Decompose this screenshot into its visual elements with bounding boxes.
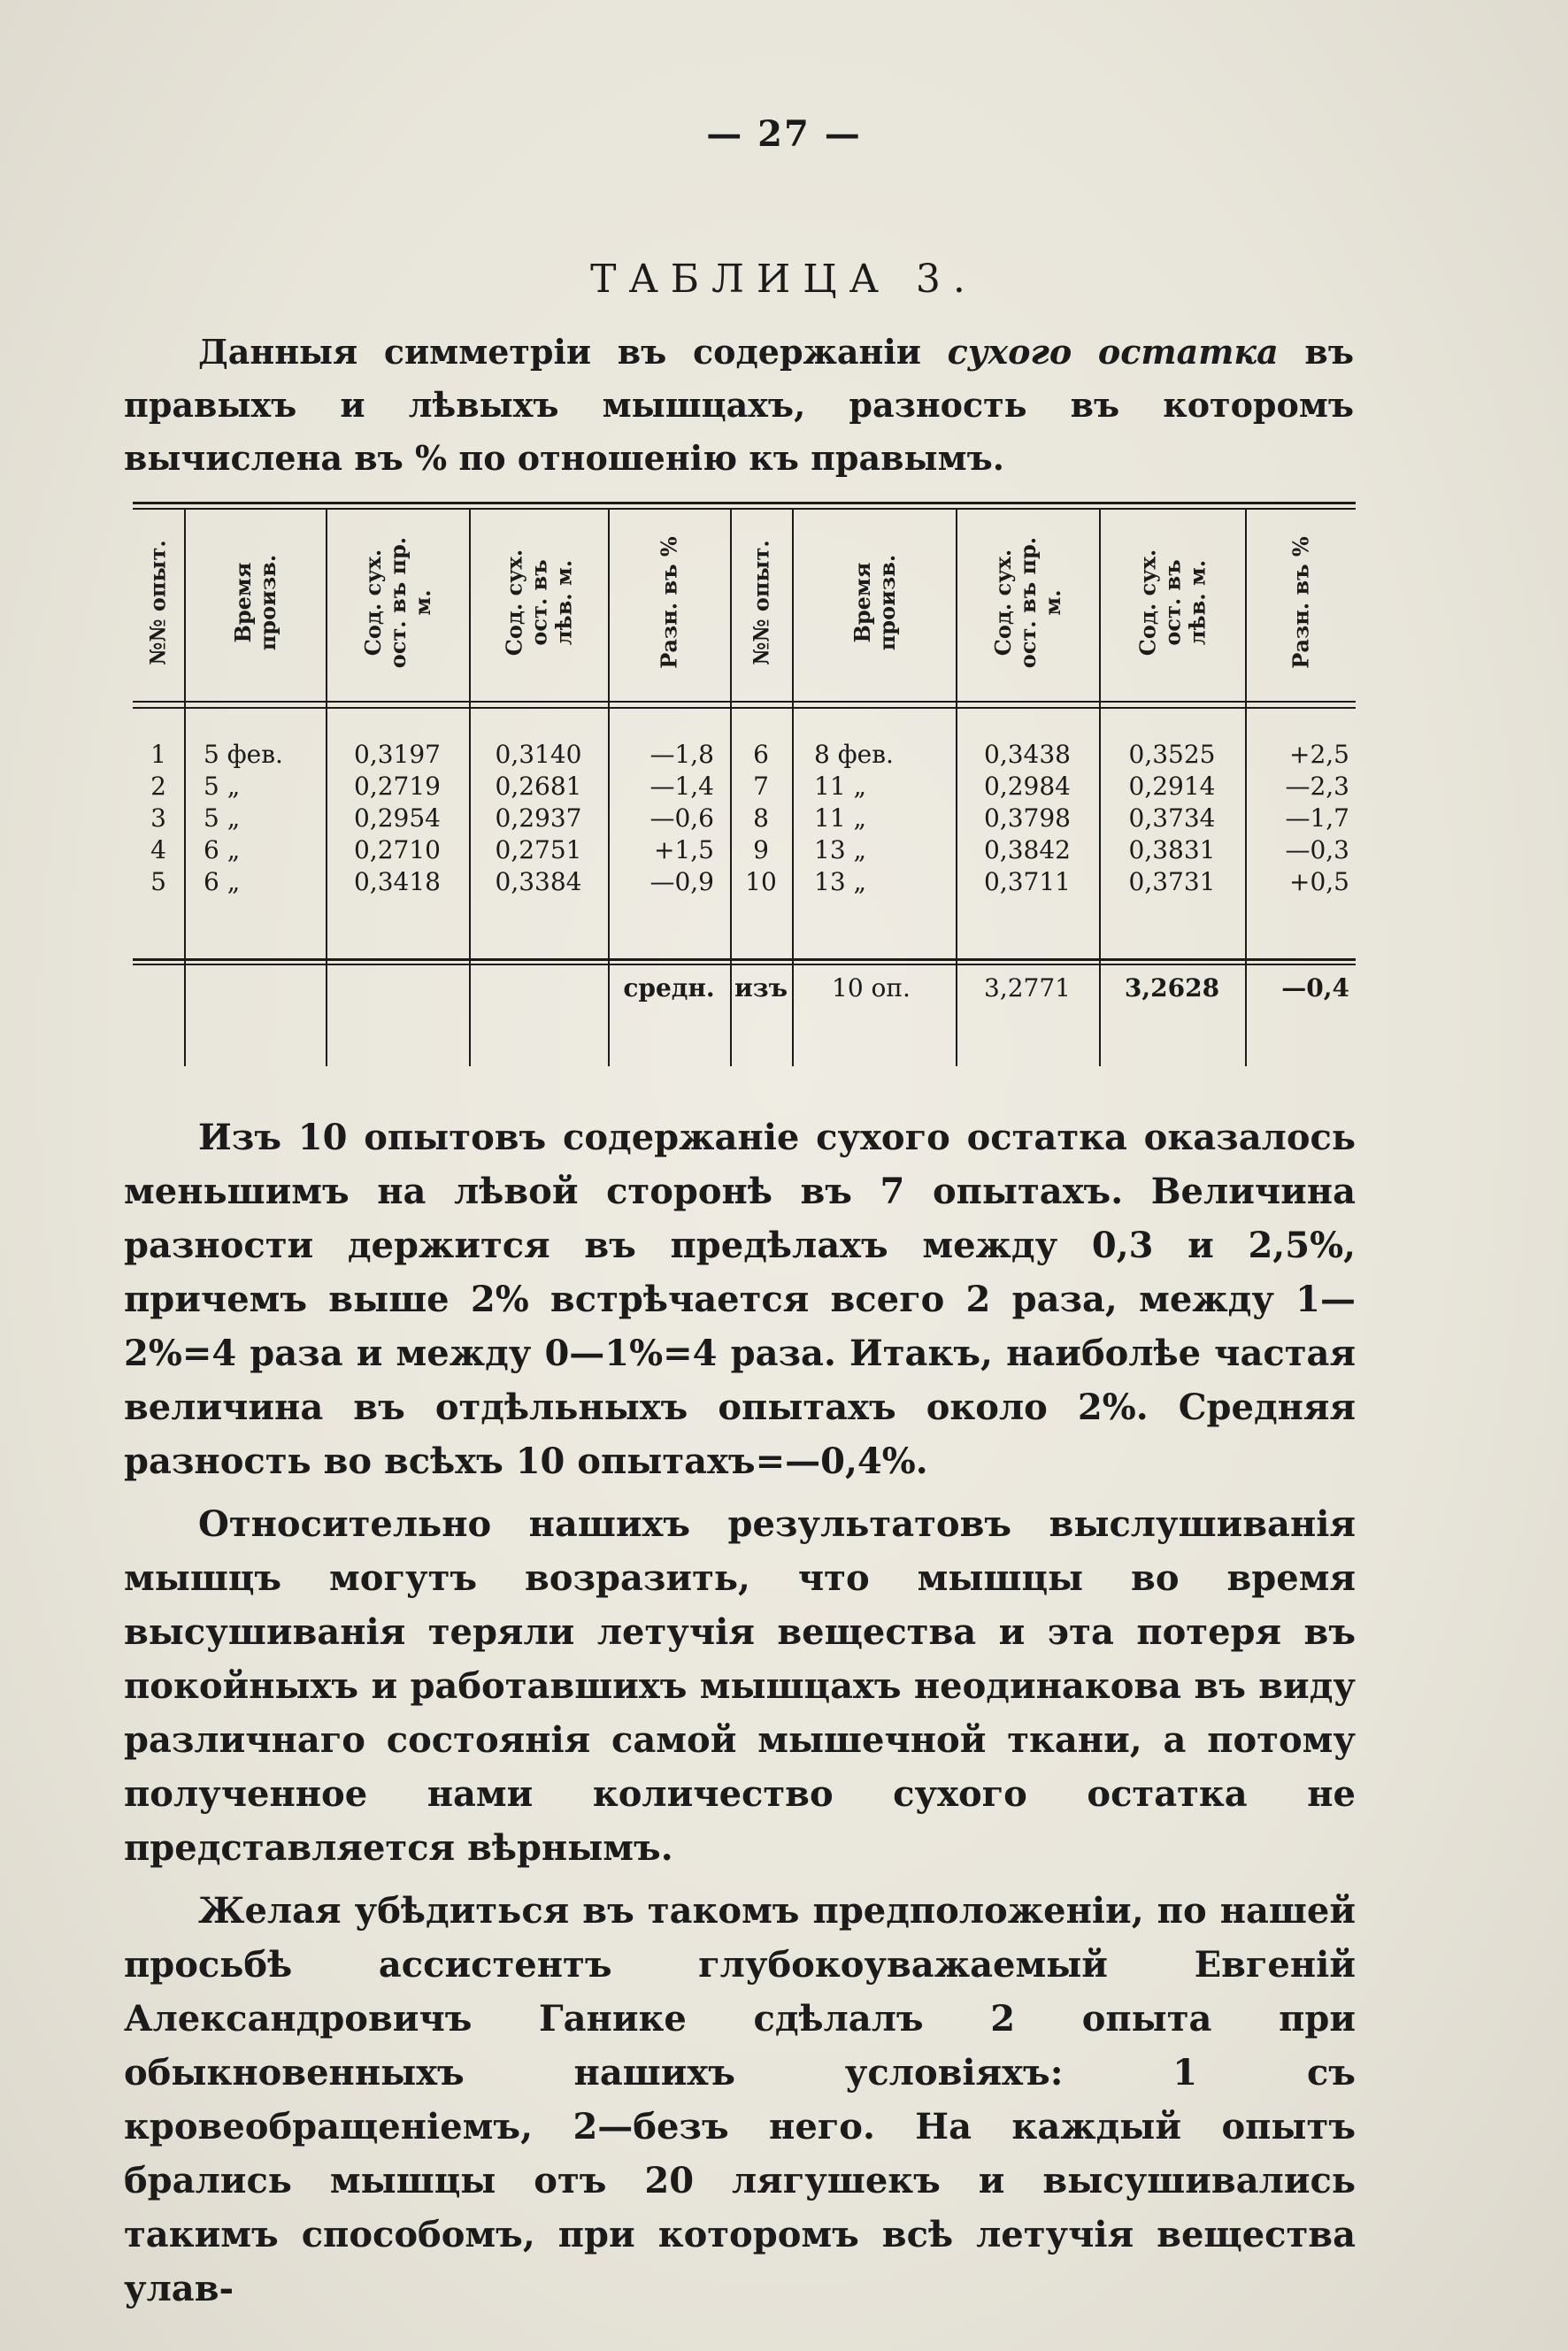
body-bottom-rule bbox=[133, 958, 1356, 961]
header-dry-right-2: Сод. сух. ост. въ пр. м. bbox=[990, 536, 1065, 669]
caption-text-2: въ правыхъ и лѣвыхъ мышцахъ, разность въ которомъ вычислена въ % по отношенію къ правымъ. bbox=[124, 332, 1354, 478]
summary-diff: —0,4 bbox=[1281, 973, 1349, 1003]
header-bottom-rule bbox=[133, 701, 1356, 703]
table-caption bbox=[124, 326, 1354, 485]
table-row: 3 5 „ 0,2954 0,2937 —0,6 8 11 „ 0,3798 0,3734 —1,7 bbox=[150, 803, 1349, 833]
body-text bbox=[124, 1110, 1356, 2324]
summary-from: изъ bbox=[734, 973, 788, 1003]
caption-italic: сухого остатка bbox=[947, 332, 1279, 372]
header-time-2: Время произв. bbox=[849, 554, 900, 651]
header-exp-no-2: №№ опыт. bbox=[749, 540, 775, 665]
paragraph: Относительно нашихъ результатовъ выслушиванія мышцъ могутъ возразить, что мышцы во время высушиванія теряли летучія вещества и эта потеря въ покойныхъ и работавшихъ мышцахъ неодинакова въ виду различнаго состоянія самой мышечной ткани, а потому полученное нами количество сухого остатка не представляется вѣрнымъ. bbox=[124, 1503, 1356, 1869]
table-row: 1 5 фев. 0,3197 0,3140 —1,8 6 8 фев. 0,3438 0,3525 +2,5 bbox=[150, 740, 1349, 769]
data-table bbox=[133, 502, 1356, 1066]
caption-text-1: Данныя симметріи въ содержаніи bbox=[198, 332, 948, 372]
header-bottom-rule-2 bbox=[133, 707, 1356, 709]
summary-row bbox=[133, 971, 1356, 1006]
table-row: 5 6 „ 0,3418 0,3384 —0,9 10 13 „ 0,3711 0,3731 +0,5 bbox=[150, 867, 1349, 896]
summary-count: 10 оп. bbox=[832, 973, 911, 1003]
summary-right-total: 3,2771 bbox=[984, 973, 1071, 1003]
header-dry-right: Сод. сух. ост. въ пр. м. bbox=[360, 536, 435, 669]
header-diff-2: Разн. въ % bbox=[1287, 536, 1314, 669]
page-number: — 27 — bbox=[706, 113, 862, 155]
header-exp-no: №№ опыт. bbox=[145, 540, 172, 665]
header-diff: Разн. въ % bbox=[657, 536, 682, 669]
table-row: 4 6 „ 0,2710 0,2751 +1,5 9 13 „ 0,3842 0,3831 —0,3 bbox=[150, 835, 1349, 864]
body-bottom-rule-2 bbox=[133, 964, 1356, 965]
table-row: 2 5 „ 0,2719 0,2681 —1,4 7 11 „ 0,2984 0,2914 —2,3 bbox=[150, 772, 1349, 801]
table-title: ТАБЛИЦА 3. bbox=[590, 257, 978, 302]
paragraph: Желая убѣдиться въ такомъ предположеніи, по нашей просьбѣ ассистентъ глубокоуважаемый Евгеній Александровичъ Ганике сдѣлалъ 2 опыта при обыкновенныхъ нашихъ условіяхъ: 1 съ кровеобращеніемъ, 2—безъ него. На каждый опытъ брались мышцы отъ 20 лягушекъ и высушивались такимъ способомъ, при которомъ всѣ летучія вещества улав- bbox=[124, 1890, 1356, 2309]
header-dry-left: Сод. сух. ост. въ лѣв. м. bbox=[501, 549, 577, 657]
table-top-rule bbox=[133, 502, 1356, 504]
header-dry-left-2: Сод. сух. ост. въ лѣв. м. bbox=[1134, 549, 1211, 657]
summary-label: средн. bbox=[623, 973, 715, 1003]
table-top-rule-2 bbox=[133, 508, 1356, 510]
summary-left-total: 3,2628 bbox=[1124, 973, 1220, 1003]
header-time: Время произв. bbox=[230, 554, 281, 651]
paragraph: Изъ 10 опытовъ содержаніе сухого остатка оказалось меньшимъ на лѣвой сторонѣ въ 7 опытахъ. Величина разности держится въ предѣлахъ между 0,3 и 2,5%, причемъ выше 2% встрѣчается всего 2 раза, между 1—2%=4 раза и между 0—1%=4 раза. Итакъ, наиболѣе частая величина въ отдѣльныхъ опытахъ около 2%. Средняя разность во всѣхъ 10 опытахъ=—0,4%. bbox=[124, 1117, 1356, 1482]
